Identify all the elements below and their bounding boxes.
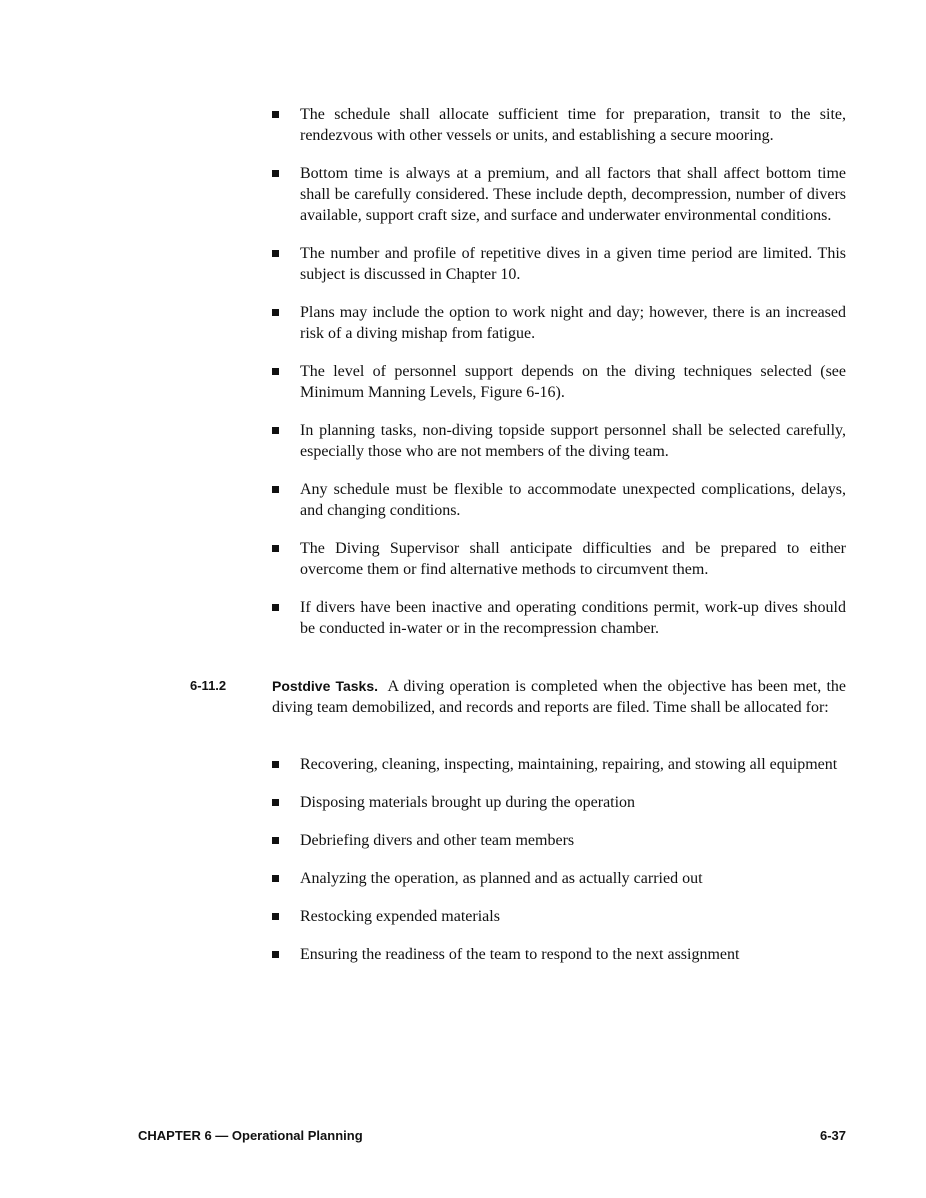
- list-item: [272, 830, 846, 851]
- list-item-text: The level of personnel support depends on the diving techniques selected (see Minimum Manning Levels, Figure 6-16).: [300, 363, 846, 401]
- page-footer: [138, 1128, 846, 1143]
- list-item-text: The number and profile of repetitive dives in a given time period are limited. This subject is discussed in Chapter 10.: [300, 245, 846, 283]
- bullet-square-icon: [272, 875, 279, 882]
- list-item-text: Ensuring the readiness of the team to respond to the next assignment: [300, 946, 740, 963]
- planning-bullet-list: [272, 104, 846, 656]
- postdive-tasks-section: [190, 676, 846, 718]
- bullet-square-icon: [272, 170, 279, 177]
- list-item-text: If divers have been inactive and operating conditions permit, work-up dives should be conducted in-water or in the recompression chamber.: [300, 599, 846, 637]
- list-item-text: Disposing materials brought up during the operation: [300, 794, 636, 811]
- list-item: [272, 868, 846, 889]
- list-item-text: Analyzing the operation, as planned and as actually carried out: [300, 870, 703, 887]
- footer-page-number: 6-37: [819, 1128, 846, 1143]
- list-item: [272, 538, 846, 580]
- list-item: [272, 163, 846, 226]
- list-item-text: The schedule shall allocate sufficient time for preparation, transit to the site, rendezvous with other vessels or units, and establishing a secure mooring.: [300, 106, 846, 144]
- section-number: 6-11.2: [190, 678, 227, 693]
- list-item: [272, 944, 846, 965]
- bullet-square-icon: [272, 250, 279, 257]
- bullet-square-icon: [272, 545, 279, 552]
- list-item: [272, 754, 846, 775]
- list-item: [272, 243, 846, 285]
- list-item: [272, 302, 846, 344]
- list-item-text: Recovering, cleaning, inspecting, maintaining, repairing, and stowing all equipment: [300, 756, 838, 773]
- bullet-square-icon: [272, 486, 279, 493]
- bullet-square-icon: [272, 111, 279, 118]
- list-item: [272, 104, 846, 146]
- section-body: A diving operation is completed when the objective has been met, the diving team demobilized, and records and reports are filed. Time shall be allocated for:: [272, 678, 846, 716]
- list-item: [272, 906, 846, 927]
- bullet-square-icon: [272, 913, 279, 920]
- list-item-text: The Diving Supervisor shall anticipate difficulties and be prepared to either overcome them or find alternative methods to circumvent them.: [300, 540, 846, 578]
- list-item: [272, 597, 846, 639]
- section-title: Postdive Tasks.: [272, 678, 378, 694]
- bullet-square-icon: [272, 951, 279, 958]
- list-item: [272, 479, 846, 521]
- list-item-text: Restocking expended materials: [300, 908, 500, 925]
- bullet-square-icon: [272, 761, 279, 768]
- list-item: [272, 792, 846, 813]
- list-item-text: In planning tasks, non-diving topside support personnel shall be selected carefully, especially those who are not members of the diving team.: [300, 422, 846, 460]
- footer-chapter: CHAPTER 6 — Operational Planning: [138, 1128, 363, 1143]
- section-paragraph: [272, 676, 846, 718]
- bullet-square-icon: [272, 427, 279, 434]
- list-item: [272, 361, 846, 403]
- list-item: [272, 420, 846, 462]
- bullet-square-icon: [272, 799, 279, 806]
- bullet-square-icon: [272, 837, 279, 844]
- list-item-text: Bottom time is always at a premium, and all factors that shall affect bottom time shall be carefully considered. These include depth, decompression, number of divers available, support craft size, and surface and underwater environmental conditions.: [300, 165, 846, 224]
- list-item-text: Debriefing divers and other team members: [300, 832, 575, 849]
- bullet-square-icon: [272, 604, 279, 611]
- bullet-square-icon: [272, 309, 279, 316]
- postdive-bullet-list: [272, 754, 846, 982]
- list-item-text: Any schedule must be flexible to accommodate unexpected complications, delays, and changing conditions.: [300, 481, 846, 519]
- list-item-text: Plans may include the option to work night and day; however, there is an increased risk of a diving mishap from fatigue.: [300, 304, 846, 342]
- bullet-square-icon: [272, 368, 279, 375]
